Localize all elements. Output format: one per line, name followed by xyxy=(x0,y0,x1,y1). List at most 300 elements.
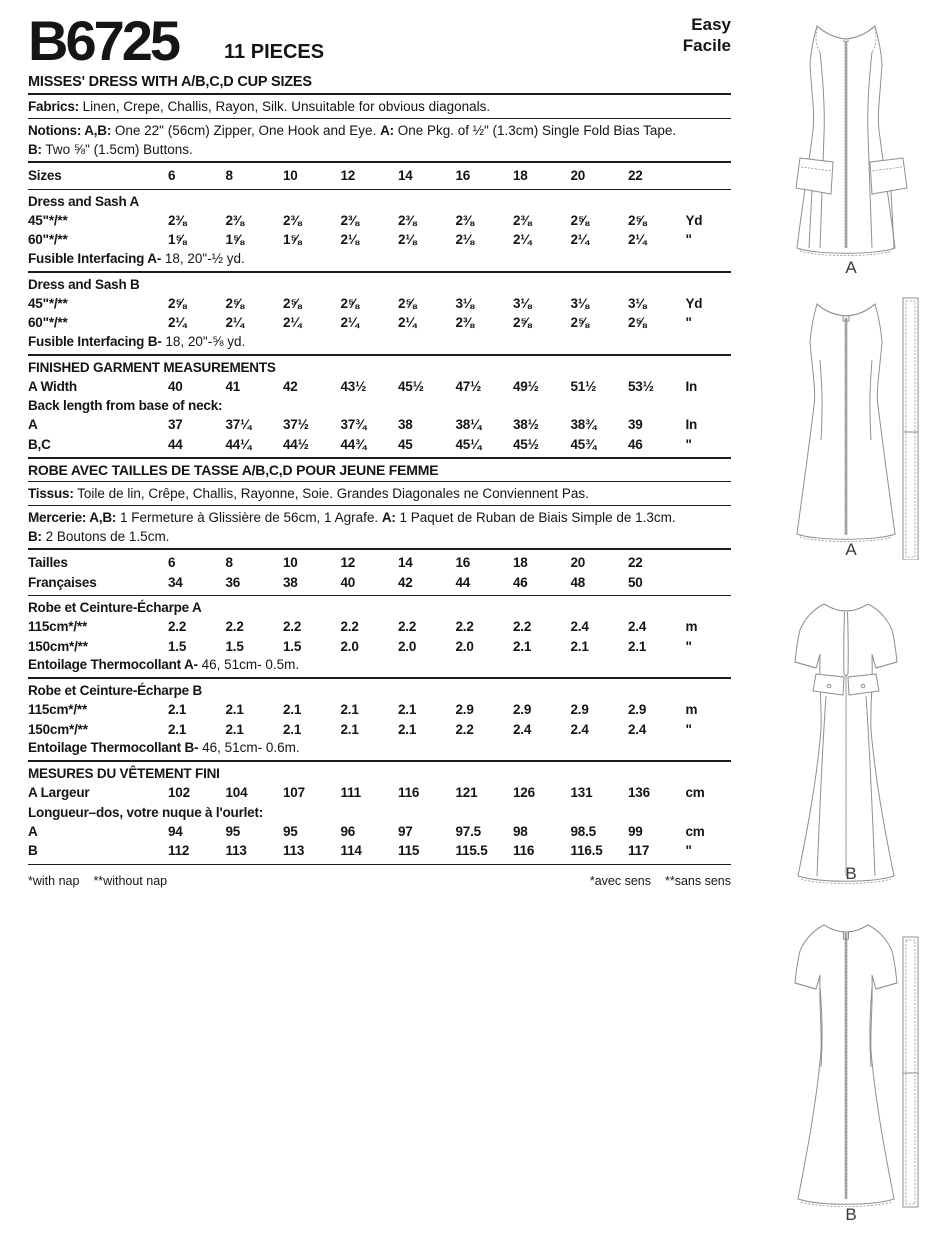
table-cell: 2⅝ xyxy=(570,212,589,228)
table-cell: 113 xyxy=(225,843,247,858)
table-cell: 2⅜ xyxy=(455,212,474,228)
table-cell: 2.4 xyxy=(628,721,647,737)
table-cell: 2.1 xyxy=(513,638,532,654)
footnote-fr xyxy=(576,874,731,888)
table-cell: 41 xyxy=(225,378,241,394)
table-row xyxy=(28,313,731,333)
row-values xyxy=(168,841,686,861)
divider xyxy=(28,760,731,762)
table-cell: 2.1 xyxy=(168,702,187,717)
notions-label-b: B: xyxy=(28,142,42,157)
table-cell: 37¼ xyxy=(225,417,252,432)
title-en: MISSES' DRESS WITH A/B,C,D CUP SIZES xyxy=(28,74,312,90)
table-cell: 98 xyxy=(513,823,528,839)
row-label: Françaises xyxy=(28,574,97,590)
note-text: 46, 51cm- 0.5m. xyxy=(197,657,300,672)
divider xyxy=(28,505,731,506)
table-cell: 44¼ xyxy=(225,436,252,452)
mercerie-line-2 xyxy=(28,528,731,545)
divider xyxy=(28,161,731,163)
table-cell: 95 xyxy=(225,823,241,839)
table-cell: 10 xyxy=(283,168,298,183)
figure-label: A xyxy=(845,540,858,559)
figure-view-b-back xyxy=(760,915,943,1233)
table-cell: 2⅝ xyxy=(513,315,532,330)
row-unit: " xyxy=(685,315,692,330)
table-cell: 2⅝ xyxy=(168,295,187,311)
mercerie-label-a: A: xyxy=(381,510,396,525)
table-cell: 116 xyxy=(398,785,420,800)
divider xyxy=(28,93,731,95)
table-cell: 12 xyxy=(340,168,356,183)
table-row xyxy=(28,783,731,803)
row-label: 60"*/** xyxy=(28,232,68,247)
row-label: A xyxy=(28,417,38,432)
table-cell: 46 xyxy=(513,574,528,590)
table-cell: 115.5 xyxy=(455,843,488,858)
difficulty-en: Easy xyxy=(691,15,731,34)
francaises-row xyxy=(28,573,731,593)
table-row xyxy=(28,211,731,231)
table-cell: 16 xyxy=(455,168,471,183)
table-cell: 42 xyxy=(283,378,298,394)
fabrics-line xyxy=(28,98,731,115)
divider xyxy=(28,457,731,459)
table-cell: 42 xyxy=(398,574,413,590)
row-label: A xyxy=(28,823,38,839)
table-cell: 2.0 xyxy=(398,638,417,654)
table-cell: 2.2 xyxy=(283,619,302,634)
tissus-line xyxy=(28,485,731,502)
divider xyxy=(28,481,731,482)
figure-view-a-sash xyxy=(760,292,943,577)
row-label: 115cm*/** xyxy=(28,619,88,634)
table-cell: 2¼ xyxy=(398,315,417,330)
row-values xyxy=(168,294,686,314)
row-unit: m xyxy=(685,619,698,634)
table-cell: 113 xyxy=(283,843,305,858)
table-cell: 37 xyxy=(168,417,183,432)
table-cell: 46 xyxy=(628,436,643,452)
table-cell: 2.9 xyxy=(570,702,589,717)
table-cell: 2⅛ xyxy=(340,232,359,247)
table-cell: 97 xyxy=(398,823,413,839)
table-cell: 2⅜ xyxy=(455,315,474,330)
notions-label-ab: Notions: A,B: xyxy=(28,123,112,138)
tissus-text: Toile de lin, Crêpe, Challis, Rayonne, Soie. Grandes Diagonales ne Conviennent Pas. xyxy=(73,486,589,501)
divider xyxy=(28,118,731,119)
table-row xyxy=(28,294,731,314)
table-row xyxy=(28,700,731,720)
tissus-label: Tissus: xyxy=(28,486,74,501)
table-cell: 38 xyxy=(283,574,298,590)
table-cell: 2.2 xyxy=(340,619,359,634)
table-cell: 38 xyxy=(398,417,413,432)
table-cell: 2.1 xyxy=(398,721,417,737)
table-cell: 2⅝ xyxy=(283,295,302,311)
table-cell: 20 xyxy=(570,168,586,183)
table-cell: 36 xyxy=(225,574,241,590)
row-unit: In xyxy=(685,417,698,432)
note-label: Entoilage Thermocollant B- xyxy=(28,740,199,755)
table-cell: 38¼ xyxy=(455,417,482,432)
table-cell: 2⅜ xyxy=(168,212,187,228)
table-cell: 12 xyxy=(340,555,356,570)
table-cell: 51½ xyxy=(570,378,597,394)
dress-a-back-pockets-drawing xyxy=(760,18,943,258)
table-cell: 6 xyxy=(168,168,176,183)
notions-text-ab: One 22" (56cm) Zipper, One Hook and Eye. xyxy=(111,123,381,138)
row-values xyxy=(168,230,686,250)
footnote-avec-sens: *avec sens xyxy=(589,873,651,888)
table-cell: 3⅛ xyxy=(570,295,589,311)
fabrics-label: Fabrics: xyxy=(28,99,79,114)
table-cell: 2.1 xyxy=(628,638,647,654)
table-cell: 2¼ xyxy=(168,315,187,330)
figure-view-a-pockets xyxy=(760,18,943,278)
table-cell: 2.0 xyxy=(340,638,359,654)
table-cell: 2¼ xyxy=(225,315,244,330)
table-cell: 2.1 xyxy=(283,721,302,737)
table-cell: 3⅛ xyxy=(513,295,532,311)
table-cell: 45½ xyxy=(513,436,539,452)
notions-label-a: A: xyxy=(380,123,394,138)
table-cell: 39 xyxy=(628,417,643,432)
footnote-en xyxy=(28,874,181,888)
footnotes xyxy=(28,874,731,888)
row-unit: " xyxy=(685,638,692,654)
table-cell: 6 xyxy=(168,555,176,570)
row-label: 45"*/** xyxy=(28,295,68,311)
note-label: Entoilage Thermocollant A- xyxy=(28,657,198,672)
table-cell: 45 xyxy=(398,436,413,452)
table-cell: 104 xyxy=(225,785,248,800)
row-unit: " xyxy=(685,721,692,737)
row-values xyxy=(168,435,686,455)
table-cell: 2.2 xyxy=(398,619,417,634)
subheading-longueur: Longueur–dos, votre nuque à l'ourlet: xyxy=(28,804,264,820)
table-cell: 2¼ xyxy=(340,315,359,330)
divider xyxy=(28,354,731,356)
table-cell: 2.2 xyxy=(225,619,244,634)
table-cell: 97.5 xyxy=(455,823,481,839)
illustration-rail xyxy=(760,0,943,1233)
interfacing-note-a xyxy=(28,250,731,268)
table-cell: 2¼ xyxy=(283,315,302,330)
table-row xyxy=(28,822,731,842)
table-cell: 2.0 xyxy=(455,638,474,654)
table-cell: 2.4 xyxy=(570,721,589,737)
row-label: B,C xyxy=(28,436,51,452)
divider xyxy=(28,189,731,190)
table-cell: 2⅝ xyxy=(570,315,589,330)
table-cell: 22 xyxy=(628,168,643,183)
table-cell: 112 xyxy=(168,843,190,858)
row-unit: cm xyxy=(685,823,705,839)
table-cell: 117 xyxy=(628,843,650,858)
table-cell: 44½ xyxy=(283,436,309,452)
notions-text-b: Two ⅝" (1.5cm) Buttons. xyxy=(41,142,193,157)
table-cell: 43½ xyxy=(340,378,367,394)
table-row xyxy=(28,230,731,250)
mercerie-text-ab: 1 Fermeture à Glissière de 56cm, 1 Agrafe. xyxy=(116,510,382,525)
table-cell: 45¾ xyxy=(570,436,597,452)
table-cell: 2.2 xyxy=(455,619,474,634)
table-cell: 38½ xyxy=(513,417,539,432)
table-cell: 2.4 xyxy=(628,619,647,634)
table-cell: 44¾ xyxy=(340,436,367,452)
table-cell: 1⅝ xyxy=(168,232,187,247)
table-row xyxy=(28,720,731,740)
row-values xyxy=(168,377,686,397)
section-heading-mesures: MESURES DU VÊTEMENT FINI xyxy=(28,766,220,781)
difficulty xyxy=(683,14,731,70)
row-unit: cm xyxy=(685,785,705,800)
mercerie-text-a: 1 Paquet de Ruban de Biais Simple de 1.3cm. xyxy=(395,510,676,525)
table-cell: 126 xyxy=(513,785,535,800)
entoilage-note-a xyxy=(28,656,731,674)
divider xyxy=(28,864,731,865)
table-cell: 2.9 xyxy=(628,702,647,717)
fabrics-text: Linen, Crepe, Challis, Rayon, Silk. Unsuitable for obvious diagonals. xyxy=(78,99,491,114)
row-values xyxy=(168,313,686,333)
row-label: B xyxy=(28,843,38,858)
table-cell: 1.5 xyxy=(225,638,244,654)
table-cell: 107 xyxy=(283,785,305,800)
table-cell: 38¾ xyxy=(570,417,597,432)
interfacing-note-b xyxy=(28,333,731,351)
table-cell: 48 xyxy=(570,574,586,590)
footnote-without-nap: **without nap xyxy=(93,873,168,888)
table-cell: 10 xyxy=(283,555,298,570)
row-label: 150cm*/** xyxy=(28,638,88,654)
mercerie-label-b: B: xyxy=(28,529,42,544)
table-cell: 2.1 xyxy=(570,638,589,654)
footnote-sans-sens: **sans sens xyxy=(664,873,731,888)
table-row xyxy=(28,637,731,657)
table-cell: 3⅛ xyxy=(455,295,474,311)
table-cell: 45¼ xyxy=(455,436,482,452)
table-cell: 1⅝ xyxy=(225,232,244,247)
table-cell: 98.5 xyxy=(570,823,596,839)
table-cell: 2.2 xyxy=(513,619,532,634)
table-cell: 50 xyxy=(628,574,643,590)
table-cell: 47½ xyxy=(455,378,482,394)
table-cell: 2.9 xyxy=(455,702,474,717)
main-content xyxy=(28,9,731,888)
note-text: 46, 51cm- 0.6m. xyxy=(198,740,300,755)
row-values xyxy=(168,720,686,740)
divider xyxy=(28,595,731,596)
table-cell: 2⅝ xyxy=(340,295,359,311)
difficulty-fr: Facile xyxy=(682,36,731,55)
table-cell: 2.1 xyxy=(340,702,359,717)
row-label: A Width xyxy=(28,378,77,394)
table-cell: 96 xyxy=(340,823,356,839)
table-cell: 115 xyxy=(398,843,420,858)
row-values xyxy=(168,822,686,842)
table-cell: 2.1 xyxy=(398,702,417,717)
table-cell: 2⅜ xyxy=(398,212,417,228)
mercerie-label-ab: Mercerie: A,B: xyxy=(28,510,117,525)
section-heading-robe-b: Robe et Ceinture-Écharpe B xyxy=(28,683,203,698)
table-row xyxy=(28,617,731,637)
row-values xyxy=(168,700,686,720)
table-cell: 45½ xyxy=(398,378,424,394)
table-cell: 37½ xyxy=(283,417,309,432)
table-cell: 40 xyxy=(340,574,356,590)
notions-text-a: One Pkg. of ½" (1.3cm) Single Fold Bias Tape. xyxy=(393,123,677,138)
table-cell: 44 xyxy=(168,436,183,452)
row-label: 45"*/** xyxy=(28,212,68,228)
divider xyxy=(28,677,731,679)
table-cell: 14 xyxy=(398,168,413,183)
table-cell: 2.4 xyxy=(570,619,589,634)
table-cell: 44 xyxy=(455,574,471,590)
note-text: 18, 20"-½ yd. xyxy=(161,250,245,266)
row-label: A Largeur xyxy=(28,785,90,800)
row-values xyxy=(168,573,686,593)
table-cell: 131 xyxy=(570,785,593,800)
table-cell: 1.5 xyxy=(168,638,187,654)
entoilage-note-b xyxy=(28,739,731,757)
table-cell: 2.1 xyxy=(225,702,244,717)
notions-line-1 xyxy=(28,122,731,139)
row-unit: " xyxy=(685,436,692,452)
table-cell: 20 xyxy=(570,555,586,570)
table-row xyxy=(28,377,731,397)
section-heading-sash-a: Dress and Sash A xyxy=(28,193,140,209)
dress-a-back-sash-drawing xyxy=(760,292,943,560)
table-cell: 114 xyxy=(340,843,362,858)
table-cell: 8 xyxy=(225,555,233,570)
table-cell: 2⅝ xyxy=(628,212,647,228)
table-cell: 49½ xyxy=(513,378,539,394)
figure-label: B xyxy=(845,864,858,883)
table-cell: 16 xyxy=(455,555,471,570)
table-cell: 102 xyxy=(168,785,190,800)
title-fr: ROBE AVEC TAILLES DE TASSE A/B,C,D POUR JEUNE FEMME xyxy=(28,462,439,478)
row-label: 115cm*/** xyxy=(28,702,88,717)
section-heading-finished: FINISHED GARMENT MEASUREMENTS xyxy=(28,359,276,375)
row-label: 60"*/** xyxy=(28,315,68,330)
note-label: Fusible Interfacing B- xyxy=(28,333,162,349)
mercerie-text-b: 2 Boutons de 1.5cm. xyxy=(41,529,170,544)
table-cell: 2.4 xyxy=(513,721,532,737)
notions-line-2 xyxy=(28,141,731,158)
table-cell: 2⅜ xyxy=(513,212,532,228)
table-cell: 2⅜ xyxy=(340,212,359,228)
table-row xyxy=(28,435,731,455)
table-row xyxy=(28,841,731,861)
tailles-header-row xyxy=(28,553,731,573)
pattern-number: B6725 xyxy=(28,9,179,72)
table-cell: 2⅛ xyxy=(455,232,474,247)
row-unit: In xyxy=(685,378,698,394)
row-label: 150cm*/** xyxy=(28,721,88,737)
sizes-header-row xyxy=(28,166,731,186)
section-heading-sash-b: Dress and Sash B xyxy=(28,276,140,292)
section-heading-robe-a: Robe et Ceinture-Écharpe A xyxy=(28,600,202,615)
note-label: Fusible Interfacing A- xyxy=(28,250,162,266)
table-cell: 3⅛ xyxy=(628,295,647,311)
table-cell: 2¼ xyxy=(570,232,589,247)
figure-label: A xyxy=(845,258,858,277)
row-values xyxy=(168,415,686,435)
figure-label: B xyxy=(845,1205,858,1224)
row-unit: Yd xyxy=(685,212,703,228)
subheading-back-length: Back length from base of neck: xyxy=(28,398,223,413)
table-cell: 111 xyxy=(340,785,361,800)
table-cell: 1.5 xyxy=(283,638,302,654)
row-values xyxy=(168,637,686,657)
table-cell: 2¼ xyxy=(628,232,647,247)
table-cell: 2⅜ xyxy=(283,212,302,228)
table-cell: 99 xyxy=(628,823,643,839)
divider xyxy=(28,271,731,273)
header xyxy=(28,9,731,72)
table-cell: 40 xyxy=(168,378,183,394)
table-cell: 22 xyxy=(628,555,643,570)
table-cell: 37¾ xyxy=(340,417,367,432)
table-cell: 8 xyxy=(225,168,233,183)
row-values xyxy=(168,553,686,573)
table-cell: 95 xyxy=(283,823,298,839)
table-cell: 2.1 xyxy=(168,721,187,737)
row-label: Tailles xyxy=(28,555,68,570)
figure-view-b-front xyxy=(760,598,943,908)
table-cell: 18 xyxy=(513,168,528,183)
row-unit: Yd xyxy=(685,295,703,311)
table-cell: 14 xyxy=(398,555,413,570)
row-unit: " xyxy=(685,232,692,247)
row-values xyxy=(168,211,686,231)
table-cell: 53½ xyxy=(628,378,654,394)
row-label: Sizes xyxy=(28,168,62,183)
dress-b-back-sash-drawing xyxy=(760,915,943,1210)
row-unit: " xyxy=(685,843,692,858)
table-cell: 2⅝ xyxy=(398,295,417,311)
table-cell: 136 xyxy=(628,785,650,800)
table-cell: 2.1 xyxy=(340,721,359,737)
pieces-count: 11 PIECES xyxy=(224,41,325,63)
divider xyxy=(28,548,731,550)
table-cell: 116.5 xyxy=(570,843,603,858)
table-cell: 1⅝ xyxy=(283,232,302,247)
table-row xyxy=(28,415,731,435)
table-cell: 94 xyxy=(168,823,183,839)
table-cell: 2⅝ xyxy=(225,295,244,311)
dress-b-front-drawing xyxy=(760,598,943,888)
table-cell: 18 xyxy=(513,555,528,570)
table-cell: 116 xyxy=(513,843,535,858)
table-cell: 2⅜ xyxy=(225,212,244,228)
table-cell: 2¼ xyxy=(513,232,532,247)
table-cell: 2.2 xyxy=(168,619,187,634)
row-values xyxy=(168,617,686,637)
table-cell: 121 xyxy=(455,785,478,800)
table-cell: 2⅛ xyxy=(398,232,417,247)
footnote-with-nap: *with nap xyxy=(28,873,80,888)
table-cell: 34 xyxy=(168,574,183,590)
note-text: 18, 20"-⅝ yd. xyxy=(161,333,246,349)
mercerie-line-1 xyxy=(28,509,731,526)
table-cell: 2.2 xyxy=(455,721,474,737)
table-cell: 2⅝ xyxy=(628,315,647,330)
table-cell: 2.1 xyxy=(283,702,302,717)
table-cell: 2.9 xyxy=(513,702,532,717)
row-values xyxy=(168,166,686,186)
